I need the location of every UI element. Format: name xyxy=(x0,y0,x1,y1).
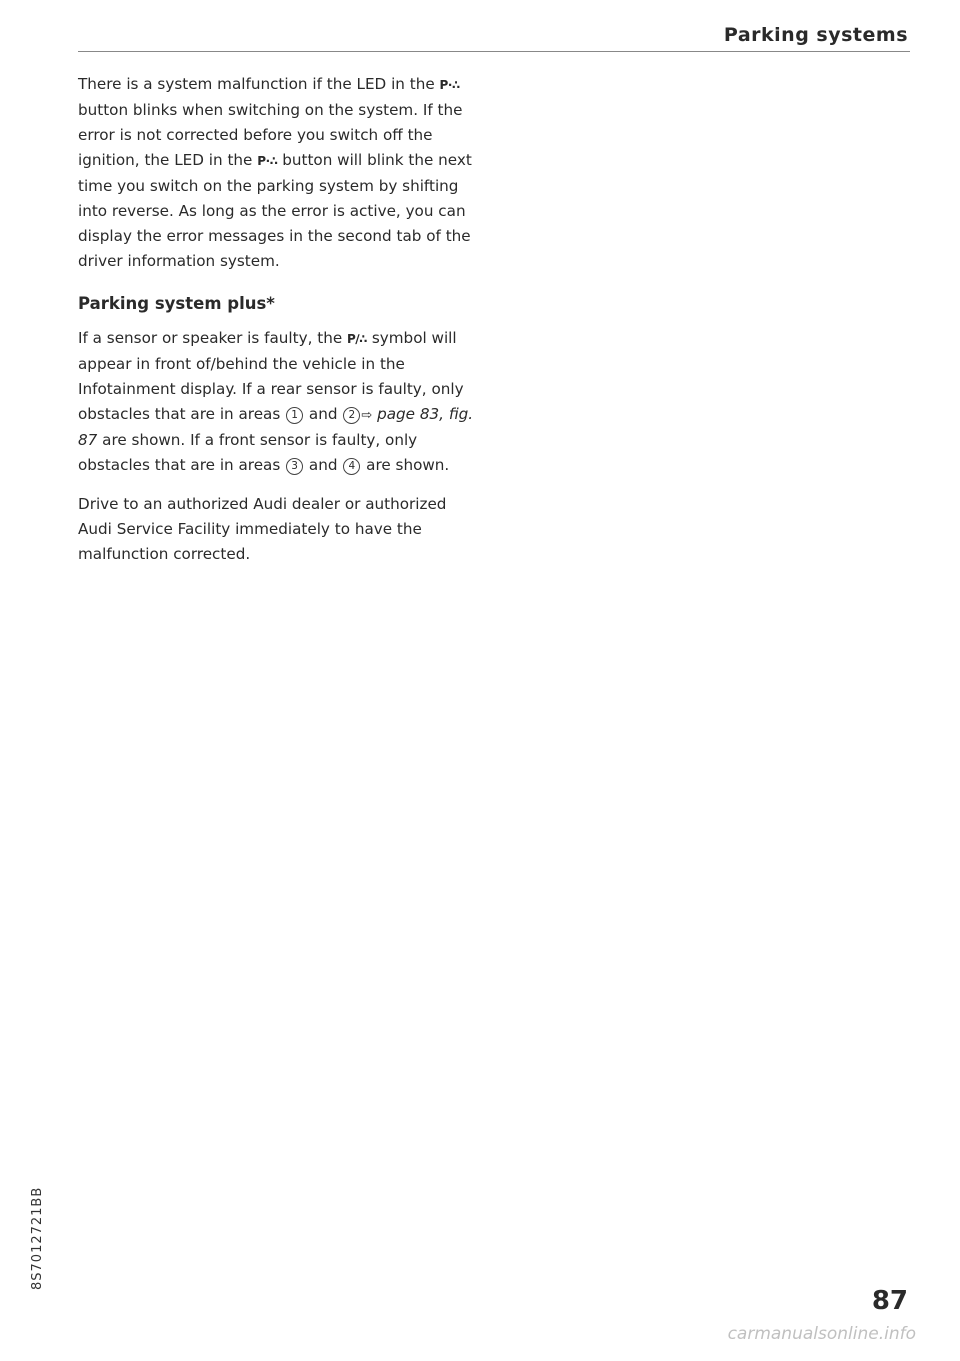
area-1-marker: 1 xyxy=(286,407,303,424)
watermark: carmanualsonline.info xyxy=(727,1324,916,1344)
arrow-right-icon: ⇨ xyxy=(361,408,373,423)
paragraph-malfunction-led: There is a system malfunction if the LED in the P∙∴ button blinks when switching on the system. If the error is not corrected before you switch off the ignition, the LED in the P∙∴ button will blink the next time you switch on the parking system by shifting into reverse. As long as the error is active, you can display the error messages in the second tab of the driver information system. xyxy=(78,75,472,270)
cross-reference-link[interactable]: page 83, fig. 87 xyxy=(78,405,474,449)
paragraph-dealer-advice: Drive to an authorized Audi dealer or authorized Audi Service Facility immediately to have the malfunction corrected. xyxy=(78,495,447,563)
parking-button-icon: P∙∴ xyxy=(439,78,460,92)
area-2-marker: 2 xyxy=(343,407,360,424)
paragraph-faulty-sensor: If a sensor or speaker is faulty, the P∕∴ symbol will appear in front of/behind the vehicle in the Infotainment display. If a rear sensor is faulty, only obstacles that are in areas 1 and 2 ⇨ page 83, fig. 87 are shown. If a front sensor is faulty, only obstacles that are in areas 3 and 4 are shown. xyxy=(78,329,474,474)
page-number: 87 xyxy=(871,1286,908,1316)
document-code: 8S7012721BB xyxy=(30,1186,45,1290)
parking-fault-icon: P∕∴ xyxy=(347,332,368,346)
area-4-marker: 4 xyxy=(343,458,360,475)
main-content xyxy=(78,72,478,581)
header-divider xyxy=(78,51,910,52)
section-heading-parking-system-plus: Parking system plus* xyxy=(78,294,275,313)
area-3-marker: 3 xyxy=(286,458,303,475)
parking-button-icon: P∙∴ xyxy=(257,154,278,168)
page-header-title: Parking systems xyxy=(723,24,908,46)
